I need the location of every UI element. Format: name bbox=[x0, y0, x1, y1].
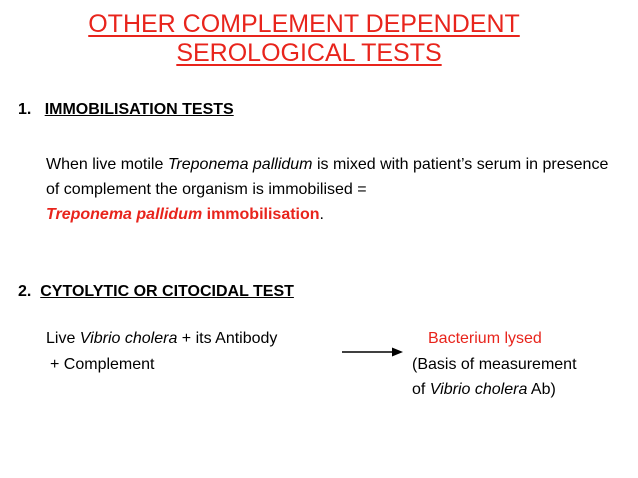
para-text-b: is mixed with patient’s serum in presence of complement the organism is immobilised = bbox=[46, 156, 609, 198]
reactants-text-b: + its Antibody bbox=[177, 330, 278, 347]
para-organism: Treponema pallidum bbox=[167, 156, 313, 173]
title-line-1: OTHER COMPLEMENT DEPENDENT bbox=[88, 10, 520, 38]
section-1-number: 1. bbox=[18, 101, 32, 118]
title-line-2: SEROLOGICAL TESTS bbox=[176, 39, 442, 67]
result-organism: Vibrio cholera bbox=[429, 381, 528, 398]
result-line-2: (Basis of measurement bbox=[412, 356, 577, 373]
reaction-arrow-icon bbox=[342, 346, 404, 358]
reactants-text-a: Live bbox=[46, 330, 80, 347]
slide-title bbox=[0, 10, 638, 68]
para-result-organism: Treponema pallidum bbox=[46, 206, 203, 223]
result-line-3 bbox=[412, 381, 556, 399]
section-2-heading bbox=[18, 283, 294, 301]
reactants-line-2: + Complement bbox=[50, 356, 155, 373]
reactants-organism: Vibrio cholera bbox=[79, 330, 178, 347]
result-text-a: of bbox=[412, 381, 430, 398]
reactants-line-1 bbox=[46, 330, 277, 348]
section-2-title: CYTOLYTIC OR CITOCIDAL TEST bbox=[40, 283, 294, 300]
para-result-word: immobilisation bbox=[202, 206, 320, 223]
para-text-a: When live motile bbox=[46, 156, 168, 173]
section-1-title: IMMOBILISATION TESTS bbox=[44, 101, 234, 118]
section-2-number: 2. bbox=[18, 283, 32, 300]
result-text-b: Ab) bbox=[527, 381, 556, 398]
para-period: . bbox=[319, 206, 324, 223]
section-1-heading bbox=[18, 101, 234, 119]
section-1-paragraph bbox=[46, 152, 626, 227]
result-line-1: Bacterium lysed bbox=[428, 330, 542, 347]
